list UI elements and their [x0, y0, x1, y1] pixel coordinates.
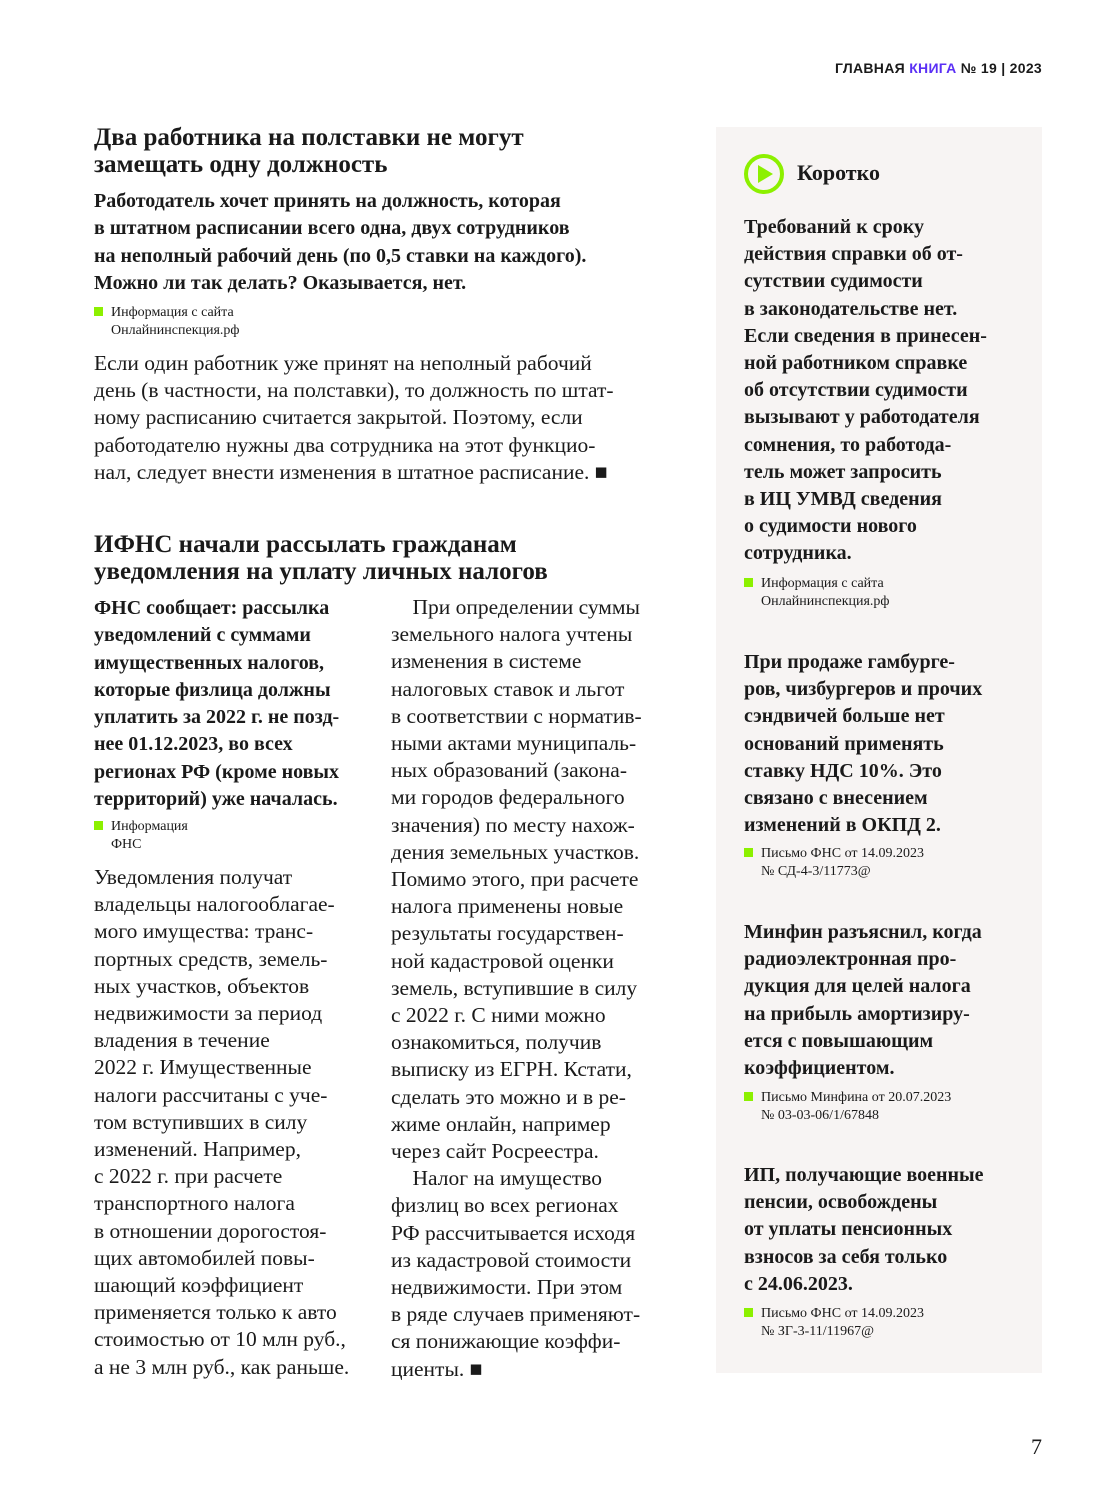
source-text: Информация ФНС: [111, 819, 188, 852]
sidebar-item-source: [744, 1305, 924, 1340]
sidebar-item-text: При продаже гамбурге- ров, чизбургеров и прочих сэндвичей больше нет оснований применять ставку НДС 10%. Это связано с внесением изменений в ОКПД 2.: [744, 651, 983, 837]
source-text: Письмо ФНС от 14.09.2023 № СД-4-3/11773@: [761, 846, 925, 879]
brand-name: ГЛАВНАЯ: [834, 60, 905, 76]
sidebar-item-text: Минфин разъяснил, когда радиоэлектронная про- дукция для целей налога на прибыль амортизиру- ется с повышающим коэффициентом.: [744, 921, 982, 1080]
article1-body: Если один работник уже принят на неполный рабочий день (в частности, на полставки), то должность по штат- ному расписанию считается закрытой. Поэтому, если работодателю нужны два сотрудника на этот функцио- нал, следует внести изменения в штатное расписание. ■: [94, 351, 614, 484]
bullet-square-icon: [744, 1308, 753, 1317]
article1-source: [94, 304, 240, 339]
sidebar-title: Коротко: [797, 160, 880, 185]
sidebar-item-source: [744, 1089, 951, 1124]
issue-number: № 19 | 2023: [960, 60, 1042, 76]
bullet-square-icon: [94, 307, 103, 316]
source-text: Письмо Минфина от 20.07.2023 № 03-03-06/1/67848: [761, 1090, 952, 1123]
bullet-square-icon: [744, 1092, 753, 1101]
article1-lead: Работодатель хочет принять на должность, которая в штатном расписании всего одна, двух сотрудников на неполный рабочий день (по 0,5 ставки на каждого). Можно ли так делать? Оказывается, нет.: [94, 190, 587, 294]
source-text: Письмо ФНС от 14.09.2023 № ЗГ-3-11/11967@: [761, 1306, 925, 1339]
article2-source: [94, 818, 188, 853]
bullet-square-icon: [744, 578, 753, 587]
sidebar-item-source: [744, 575, 890, 610]
article1-title: Два работника на полставки не могут замещать одну должность: [94, 124, 524, 178]
bullet-square-icon: [94, 821, 103, 830]
sidebar-item-text: ИП, получающие военные пенсии, освобождены от уплаты пенсионных взносов за себя только с 24.06.2023.: [744, 1164, 984, 1295]
play-circle-icon: [743, 153, 785, 195]
bullet-square-icon: [744, 848, 753, 857]
source-text: Информация с сайта Онлайнинспекция.рф: [111, 305, 240, 338]
article2-title: ИФНС начали рассылать гражданам уведомления на уплату личных налогов: [94, 531, 548, 585]
article2-lead: ФНС сообщает: рассылка уведомлений с суммами имущественных налогов, которые физлица должны уплатить за 2022 г. не позд- нее 01.12.2023, во всех регионах РФ (кроме новых территорий) уже началась.: [94, 597, 340, 811]
article2-column2: При определении суммы земельного налога учтены изменения в системе налоговых ставок и льгот в соответствии с норматив- ными актами муниципаль- ных образований (закона- ми городов федерального значения) по месту нахож- дения земельных участков. Помимо этого, при расчете налога применены новые результаты государствен- ной кадастровой оценки земель, вступившие в силу с 2022 г. С ними можно ознакомиться, получив выписку из ЕГРН. Кстати, сделать это можно и в ре- жиме онлайн, например через сайт Росреестра. Налог на имущество физлиц во всех регионах РФ рассчитывается исходя из кадастровой стоимости недвижимости. При этом в ряде случаев применяют- ся понижающие коэффи- циенты. ■: [391, 595, 642, 1381]
running-header: [835, 60, 1042, 76]
sidebar-item-source: [744, 845, 924, 880]
page-number: 7: [1031, 1434, 1042, 1459]
sidebar-briefly: [716, 127, 1042, 1373]
brand-name-accent: КНИГА: [909, 60, 957, 76]
source-text: Информация с сайта Онлайнинспекция.рф: [761, 576, 890, 609]
article2-column1: Уведомления получат владельцы налогооблагае- мого имущества: транс- портных средств, земель- ных участков, объектов недвижимости за период владения в течение 2022 г. Имущественные налоги рассчитаны с уче- том вступивших в силу изменений. Например, с 2022 г. при расчете транспортного налога в отношении дорогостоя- щих автомобилей повы- шающий коэффициент применяется только к авто стоимостью от 10 млн руб., а не 3 млн руб., как раньше.: [94, 865, 350, 1379]
sidebar-item-text: Требований к сроку действия справки об от- сутствии судимости в законодательстве нет. Если сведения в принесен- ной работником справке об отсутствии судимости вызывают у работодателя сомнения, то работода- тель может запросить в ИЦ УМВД сведения о судимости нового сотрудника.: [744, 216, 987, 565]
